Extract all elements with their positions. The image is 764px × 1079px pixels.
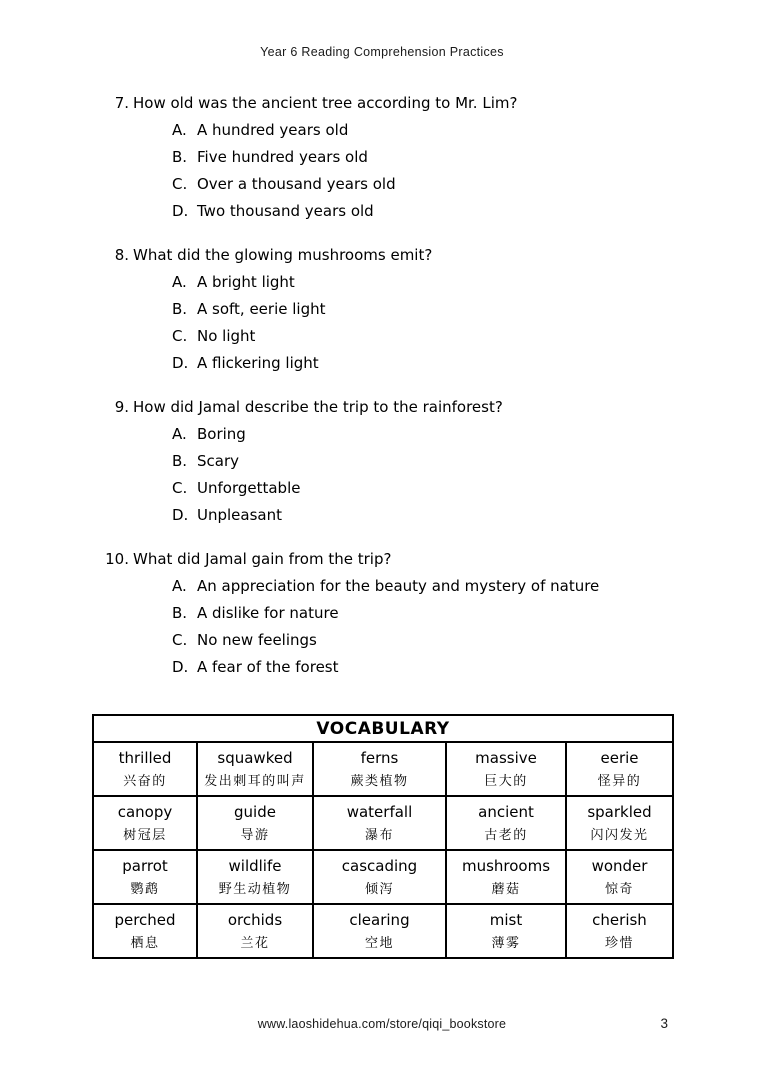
vocab-word-zh: 怪异的 bbox=[597, 774, 642, 789]
question-line bbox=[105, 242, 724, 269]
vocab-word-en: cherish bbox=[592, 911, 647, 929]
vocab-word-zh: 导游 bbox=[240, 828, 270, 843]
option-letter: C. bbox=[172, 631, 188, 649]
option-letter: C. bbox=[172, 327, 188, 345]
question-text: What did Jamal gain from the trip? bbox=[133, 550, 392, 568]
question-line bbox=[105, 90, 724, 117]
option-letter: B. bbox=[172, 300, 188, 318]
vocab-cell bbox=[197, 850, 313, 904]
vocab-cell bbox=[197, 904, 313, 958]
option-a bbox=[105, 573, 724, 600]
option-a bbox=[105, 117, 724, 144]
option-text: Over a thousand years old bbox=[197, 175, 396, 193]
vocab-word-en: orchids bbox=[227, 911, 283, 929]
question-7 bbox=[105, 90, 724, 225]
option-letter: A. bbox=[172, 273, 187, 291]
option-letter: B. bbox=[172, 604, 188, 622]
option-b bbox=[105, 448, 724, 475]
vocab-cell bbox=[93, 904, 197, 958]
vocab-word-zh: 倾泻 bbox=[364, 882, 394, 897]
page-header-title: Year 6 Reading Comprehension Practices bbox=[260, 45, 504, 59]
option-text: A hundred years old bbox=[197, 121, 349, 139]
vocab-cell bbox=[566, 904, 673, 958]
vocab-word-zh: 兴奋的 bbox=[123, 774, 167, 789]
option-letter: B. bbox=[172, 452, 188, 470]
vocab-word-zh: 惊奇 bbox=[604, 882, 634, 897]
questions-section bbox=[105, 90, 724, 698]
vocab-word-zh: 蕨类植物 bbox=[350, 774, 409, 789]
option-text: Five hundred years old bbox=[197, 148, 368, 166]
vocab-cell bbox=[93, 850, 197, 904]
vocab-word-en: mist bbox=[489, 911, 523, 929]
vocab-word-zh: 巨大的 bbox=[484, 774, 528, 789]
question-10 bbox=[105, 546, 724, 681]
option-c bbox=[105, 475, 724, 502]
question-number: 8. bbox=[114, 246, 129, 264]
vocab-word-en: mushrooms bbox=[461, 857, 551, 875]
option-letter: D. bbox=[172, 354, 189, 372]
vocab-cell bbox=[313, 796, 446, 850]
vocabulary-table bbox=[92, 714, 674, 959]
option-letter: C. bbox=[172, 175, 188, 193]
question-8 bbox=[105, 242, 724, 377]
option-letter: A. bbox=[172, 425, 187, 443]
table-row bbox=[93, 904, 673, 958]
vocab-cell bbox=[313, 742, 446, 796]
question-text: How old was the ancient tree according to Mr. Lim? bbox=[133, 94, 518, 112]
question-number: 10. bbox=[105, 550, 129, 568]
option-letter: A. bbox=[172, 577, 187, 595]
vocab-word-en: parrot bbox=[122, 857, 168, 875]
question-text: What did the glowing mushrooms emit? bbox=[133, 246, 433, 264]
vocab-word-zh: 珍惜 bbox=[604, 936, 634, 951]
option-d bbox=[105, 654, 724, 681]
vocab-word-en: canopy bbox=[117, 803, 173, 821]
option-c bbox=[105, 171, 724, 198]
option-letter: D. bbox=[172, 658, 189, 676]
table-row bbox=[93, 796, 673, 850]
vocabulary-title-row bbox=[93, 715, 673, 742]
table-row bbox=[93, 742, 673, 796]
option-text: No new feelings bbox=[197, 631, 317, 649]
vocab-word-en: sparkled bbox=[587, 803, 652, 821]
vocab-word-zh: 鹦鹉 bbox=[130, 882, 160, 897]
vocab-cell bbox=[197, 796, 313, 850]
option-text: Unforgettable bbox=[197, 479, 301, 497]
table-row bbox=[93, 850, 673, 904]
vocab-word-en: waterfall bbox=[346, 803, 413, 821]
vocab-word-zh: 树冠层 bbox=[123, 828, 167, 843]
footer-store-url: www.laoshidehua.com/store/qiqi_bookstore bbox=[257, 1017, 507, 1031]
vocab-word-zh: 空地 bbox=[364, 936, 394, 951]
question-number: 7. bbox=[114, 94, 129, 112]
option-letter: A. bbox=[172, 121, 187, 139]
vocab-cell bbox=[446, 904, 566, 958]
question-number: 9. bbox=[114, 398, 129, 416]
option-letter: D. bbox=[172, 506, 189, 524]
vocab-word-en: wonder bbox=[591, 857, 648, 875]
option-text: Unpleasant bbox=[197, 506, 282, 524]
vocab-word-en: squawked bbox=[217, 749, 293, 767]
vocab-cell bbox=[566, 742, 673, 796]
page-number: 3 bbox=[660, 1016, 668, 1031]
vocab-word-zh: 古老的 bbox=[484, 828, 528, 843]
vocab-word-zh: 兰花 bbox=[240, 936, 270, 951]
option-text: Scary bbox=[197, 452, 240, 470]
option-letter: B. bbox=[172, 148, 188, 166]
vocab-word-zh: 栖息 bbox=[130, 936, 160, 951]
vocab-cell bbox=[446, 742, 566, 796]
question-line bbox=[105, 546, 724, 573]
vocab-cell bbox=[93, 742, 197, 796]
vocab-word-zh: 野生动植物 bbox=[218, 882, 292, 897]
vocab-cell bbox=[566, 796, 673, 850]
vocab-word-en: wildlife bbox=[228, 857, 282, 875]
option-d bbox=[105, 198, 724, 225]
vocab-cell bbox=[446, 796, 566, 850]
vocab-cell bbox=[446, 850, 566, 904]
option-text: A fear of the forest bbox=[197, 658, 339, 676]
vocab-word-en: perched bbox=[114, 911, 176, 929]
vocabulary-title: VOCABULARY bbox=[93, 715, 673, 742]
vocab-cell bbox=[313, 904, 446, 958]
vocab-word-en: ferns bbox=[360, 749, 399, 767]
option-text: A soft, eerie light bbox=[197, 300, 326, 318]
option-letter: C. bbox=[172, 479, 188, 497]
option-a bbox=[105, 269, 724, 296]
option-c bbox=[105, 323, 724, 350]
option-d bbox=[105, 502, 724, 529]
vocab-cell bbox=[197, 742, 313, 796]
vocab-word-en: clearing bbox=[349, 911, 410, 929]
option-text: A dislike for nature bbox=[197, 604, 339, 622]
vocab-word-en: guide bbox=[234, 803, 276, 821]
vocab-word-en: thrilled bbox=[118, 749, 172, 767]
vocab-word-en: massive bbox=[475, 749, 537, 767]
option-c bbox=[105, 627, 724, 654]
option-text: An appreciation for the beauty and mystery of nature bbox=[197, 577, 600, 595]
option-b bbox=[105, 144, 724, 171]
option-d bbox=[105, 350, 724, 377]
question-9 bbox=[105, 394, 724, 529]
vocab-word-zh: 闪闪发光 bbox=[590, 828, 649, 843]
option-b bbox=[105, 600, 724, 627]
vocab-word-zh: 发出刺耳的叫声 bbox=[204, 774, 306, 789]
option-text: Boring bbox=[197, 425, 246, 443]
vocab-word-en: ancient bbox=[478, 803, 534, 821]
vocab-cell bbox=[566, 850, 673, 904]
vocab-word-en: eerie bbox=[600, 749, 639, 767]
vocab-word-zh: 薄雾 bbox=[491, 936, 521, 951]
option-text: No light bbox=[197, 327, 256, 345]
question-text: How did Jamal describe the trip to the rainforest? bbox=[133, 398, 503, 416]
option-a bbox=[105, 421, 724, 448]
vocab-cell bbox=[93, 796, 197, 850]
question-line bbox=[105, 394, 724, 421]
option-letter: D. bbox=[172, 202, 189, 220]
vocab-word-zh: 蘑菇 bbox=[491, 882, 521, 897]
option-text: A bright light bbox=[197, 273, 295, 291]
vocab-word-zh: 瀑布 bbox=[364, 828, 394, 843]
vocab-cell bbox=[313, 850, 446, 904]
option-text: A flickering light bbox=[197, 354, 319, 372]
option-b bbox=[105, 296, 724, 323]
vocab-word-en: cascading bbox=[341, 857, 418, 875]
option-text: Two thousand years old bbox=[197, 202, 374, 220]
